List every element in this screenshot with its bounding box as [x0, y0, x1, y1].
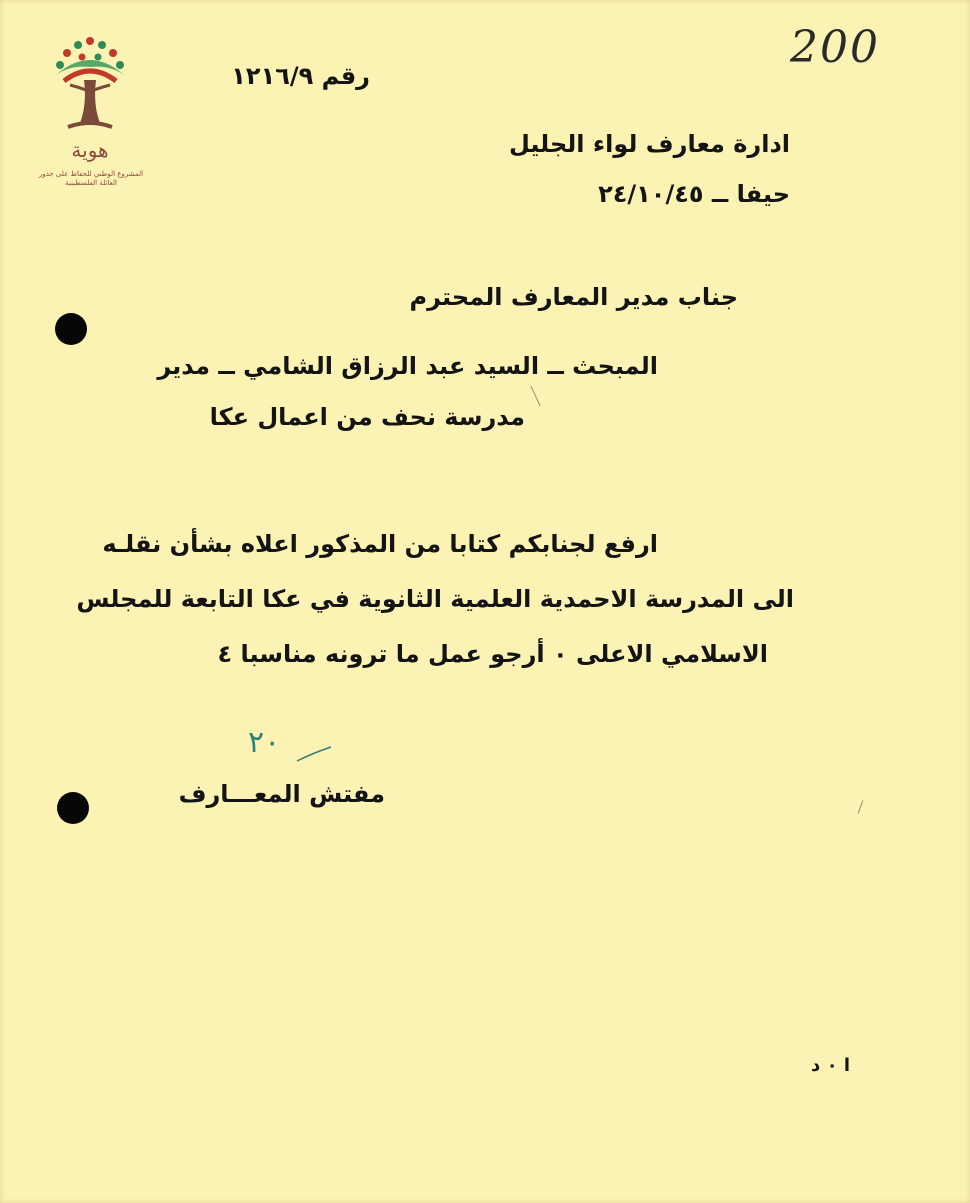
- green-signature-mark: ٢٠: [248, 725, 281, 760]
- punch-hole-top: [55, 313, 87, 345]
- body-line-2: الى المدرسة الاحمدية العلمية الثانوية في عكا التابعة للمجلس: [76, 585, 794, 613]
- footer-initials: ا ٠ د: [811, 1055, 850, 1076]
- punch-hole-bottom: [57, 792, 89, 824]
- handwritten-number: 200: [790, 22, 880, 73]
- paper-mark: [530, 386, 540, 406]
- addressee: جناب مدير المعارف المحترم: [409, 283, 738, 311]
- office-name: ادارة معارف لواء الجليل: [508, 130, 790, 158]
- family-tree-icon: [50, 35, 130, 185]
- reference-number: رقم ١٢١٦/٩: [231, 62, 370, 90]
- logo-caption: المشروع الوطني للحفاظ على جذور العائلة الفلسطينية: [38, 170, 144, 187]
- body-line-3: الاسلامي الاعلى ٠ أرجو عمل ما ترونه مناسبا ٤: [217, 640, 768, 668]
- signature-stroke: [295, 745, 335, 765]
- body-line-1: ارفع لجنابكم كتابا من المذكور اعلاه بشأن نقلـه: [102, 530, 658, 558]
- signature-title: مفتش المعـــارف: [178, 780, 385, 808]
- place-date: حيفا ــ ٢٤/١٠/٤٥: [598, 180, 790, 208]
- logo-name: هوية: [71, 138, 109, 162]
- subject-line-1: المبحث ــ السيد عبد الرزاق الشامي ــ مدير: [157, 352, 658, 380]
- subject-line-2: مدرسة نحف من اعمال عكا: [209, 403, 525, 431]
- paper-mark: [858, 800, 864, 813]
